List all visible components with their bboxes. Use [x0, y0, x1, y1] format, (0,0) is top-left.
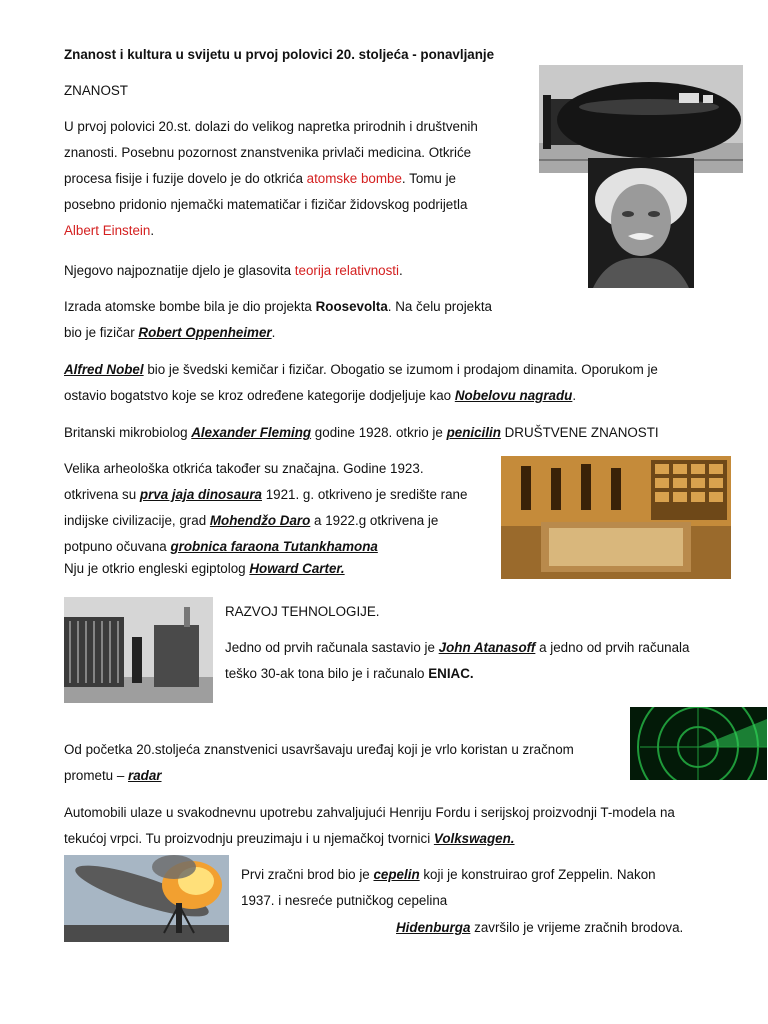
text-run: ostavio bogatstvo koje se kroz određene kategorije dodjeljuje kao [64, 388, 455, 403]
text-run: bio je švedski kemičar i fizičar. Obogatio se izumom i prodajom dinamita. Oporukom je [143, 362, 658, 377]
text-run: godine 1928. otkrio je [311, 425, 447, 440]
text-run: . [150, 223, 155, 238]
term-cepelin: cepelin [373, 867, 420, 882]
term-volkswagen: Volkswagen. [433, 831, 515, 846]
text-line [64, 166, 524, 192]
paragraph-hindenburg [396, 915, 683, 941]
term-tutankhamun-tomb: grobnica faraona Tutankhamona [170, 539, 378, 554]
text-run: . Tomu je [401, 171, 457, 186]
einstein-portrait-image [588, 158, 694, 288]
text-run: procesa fisije i fuzije dovelo je do otkrića [64, 171, 307, 186]
text-line: 1937. i nesreće putničkog cepelina [241, 893, 448, 908]
bold-eniac: ENIAC. [428, 666, 474, 681]
paragraph-archaeology [64, 456, 494, 582]
text-line [64, 218, 524, 244]
text-line: Velika arheološka otkrića također su značajna. Godine 1923. [64, 461, 424, 476]
text-run: . [271, 325, 276, 340]
text-line [64, 482, 494, 508]
text-line: znanosti. Posebnu pozornost znanstvenika privlači medicina. Otkriće [64, 145, 472, 160]
text-line [64, 556, 494, 582]
text-run: DRUŠTVENE ZNANOSTI [500, 425, 659, 440]
text-line [64, 508, 494, 534]
text-line [241, 862, 656, 888]
paragraph-science-intro [64, 114, 524, 244]
term-radar: radar [128, 768, 162, 783]
text-line: U prvoj polovici 20.st. dolazi do velikog napretka prirodnih i društvenih [64, 119, 478, 134]
term-atanasoff: John Atanasoff [438, 640, 536, 655]
highlight-atomic-bomb: atomske bombe [306, 171, 402, 186]
text-line: Automobili ulaze u svakodnevnu upotrebu zahvaljujući Henriju Fordu i serijskoj proizvodnji T-modela na [64, 805, 675, 820]
paragraph-manhattan [64, 294, 492, 346]
text-run: koji je konstruirao grof Zeppelin. Nakon [419, 867, 656, 882]
text-run: 1921. g. otkriveno je središte rane [261, 487, 468, 502]
paragraph-relativity [64, 258, 403, 284]
paragraph-fleming [64, 420, 659, 446]
text-line [64, 357, 658, 383]
text-run: Prvi zračni brod bio je [241, 867, 374, 882]
text-line: posebno pridonio njemački matematičar i fizičar židovskog podrijetla [64, 197, 468, 212]
text-run: Nju je otkrio engleski egiptolog [64, 561, 250, 576]
text-line [64, 763, 574, 789]
paragraph-computers [225, 635, 689, 687]
text-run: završilo je vrijeme zračnih brodova. [470, 920, 684, 935]
eniac-computer-image [64, 597, 213, 703]
text-run: . Na čelu projekta [387, 299, 492, 314]
text-line: Od početka 20.stoljeća znanstvenici usavršavaju uređaj koji je vrlo koristan u zračnom [64, 742, 574, 757]
text-run: Britanski mikrobiolog [64, 425, 192, 440]
text-run: teško 30-ak tona bilo je i računalo [225, 666, 429, 681]
term-penicilin: penicilin [446, 425, 501, 440]
text-run: tekućoj vrpci. Tu proizvodnju preuzimaju i u njemačkoj tvornici [64, 831, 434, 846]
text-run: potpuno očuvana [64, 539, 171, 554]
text-line [64, 320, 492, 346]
text-run: . [572, 388, 577, 403]
term-alfred-nobel: Alfred Nobel [64, 362, 144, 377]
text-run: bio je fizičar [64, 325, 139, 340]
text-line [64, 294, 492, 320]
section-heading-science: ZNANOST [64, 83, 128, 98]
term-dinosaur-eggs: prva jaja dinosaura [139, 487, 262, 502]
text-run: otkrivena su [64, 487, 140, 502]
tutankhamun-tomb-image [501, 456, 731, 579]
paragraph-radar [64, 737, 574, 789]
text-run: . [398, 263, 403, 278]
radar-screen-image [630, 707, 767, 780]
paragraph-zeppelin [241, 862, 656, 914]
text-line [64, 383, 658, 409]
text-line [225, 635, 689, 661]
text-run: Izrada atomske bombe bila je dio projekta [64, 299, 316, 314]
text-line [225, 661, 689, 687]
term-hidenburg: Hidenburga [396, 920, 471, 935]
text-run: a 1922.g otkrivena je [310, 513, 439, 528]
term-howard-carter: Howard Carter. [249, 561, 345, 576]
text-run: a jedno od prvih računala [535, 640, 690, 655]
term-oppenheimer: Robert Oppenheimer [138, 325, 272, 340]
paragraph-automobiles [64, 800, 675, 852]
atomic-bomb-image [539, 65, 743, 173]
paragraph-nobel [64, 357, 658, 409]
text-run: prometu – [64, 768, 129, 783]
highlight-einstein: Albert Einstein [64, 223, 151, 238]
term-mohenjo-daro: Mohendžo Daro [209, 513, 311, 528]
page-title: Znanost i kultura u svijetu u prvoj polovici 20. stoljeća - ponavljanje [64, 47, 495, 62]
section-heading-technology: RAZVOJ TEHNOLOGIJE. [225, 604, 380, 619]
highlight-relativity: teorija relativnosti [294, 263, 399, 278]
text-run: Jedno od prvih računala sastavio je [225, 640, 439, 655]
text-run: Njegovo najpoznatije djelo je glasovita [64, 263, 295, 278]
hindenburg-zeppelin-image [64, 855, 229, 942]
bold-roosevolta: Roosevolta [315, 299, 388, 314]
term-fleming: Alexander Fleming [191, 425, 312, 440]
text-run: indijske civilizacije, grad [64, 513, 210, 528]
term-nobel-prize: Nobelovu nagradu [454, 388, 573, 403]
text-line [64, 826, 675, 852]
